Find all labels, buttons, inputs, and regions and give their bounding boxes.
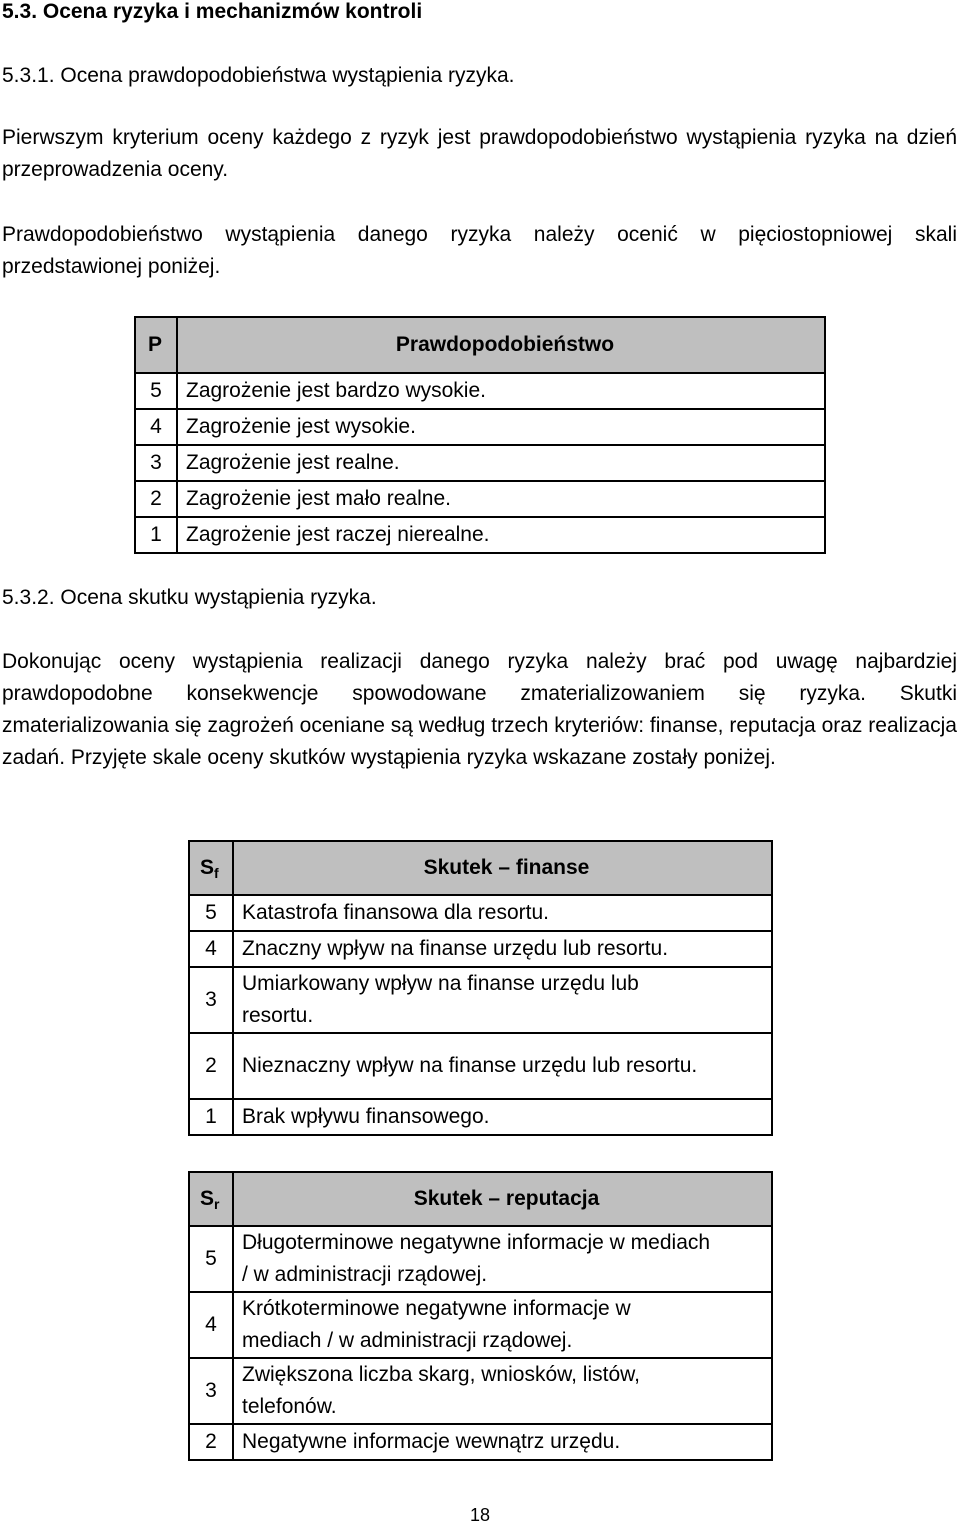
table-row xyxy=(189,1292,772,1358)
row-value: 4 xyxy=(135,409,177,445)
row-label-text: Umiarkowany wpływ na finanse urzędu lub resortu. xyxy=(242,972,639,1027)
row-value: 4 xyxy=(189,931,233,967)
row-label xyxy=(233,967,772,1033)
table-row xyxy=(135,517,825,553)
page-number: 18 xyxy=(469,1505,491,1525)
row-label: Zagrożenie jest wysokie. xyxy=(177,409,825,445)
table-row xyxy=(189,1358,772,1424)
reputation-impact-table xyxy=(188,1171,773,1461)
row-label: Negatywne informacje wewnątrz urzędu. xyxy=(233,1424,772,1460)
subsection-title-probability: 5.3.1. Ocena prawdopodobieństwa wystąpienia ryzyka. xyxy=(2,64,515,87)
row-label: Zagrożenie jest bardzo wysokie. xyxy=(177,373,825,409)
row-value: 2 xyxy=(135,481,177,517)
row-label: Brak wpływu finansowego. xyxy=(233,1099,772,1135)
row-value: 5 xyxy=(189,1226,233,1292)
row-label xyxy=(233,1226,772,1292)
paragraph-scale: Prawdopodobieństwo wystąpienia danego ryzyka należy ocenić w pięciostopniowej skali przedstawionej poniżej. xyxy=(2,223,957,278)
section-title: 5.3. Ocena ryzyka i mechanizmów kontroli xyxy=(2,0,423,23)
table-row xyxy=(135,409,825,445)
row-label-text: Zwiększona liczba skarg, wniosków, listów, telefonów. xyxy=(242,1363,640,1418)
table-row xyxy=(189,1099,772,1135)
row-value: 3 xyxy=(189,967,233,1033)
header-title: Skutek – reputacja xyxy=(233,1172,772,1226)
row-value: 1 xyxy=(189,1099,233,1135)
probability-table xyxy=(134,316,826,554)
table-row xyxy=(189,931,772,967)
header-symbol-letter: S xyxy=(200,855,215,879)
paragraph-criterion: Pierwszym kryterium oceny każdego z ryzyk jest prawdopodobieństwo wystąpienia ryzyka na dzień przeprowadzenia oceny. xyxy=(2,126,957,181)
row-label xyxy=(233,1292,772,1358)
table-row xyxy=(135,373,825,409)
row-label: Zagrożenie jest mało realne. xyxy=(177,481,825,517)
row-value: 2 xyxy=(189,1424,233,1460)
row-label xyxy=(233,1033,772,1099)
subsection-title-impact: 5.3.2. Ocena skutku wystąpienia ryzyka. xyxy=(2,586,377,609)
table-header-row xyxy=(189,841,772,895)
row-label: Zagrożenie jest raczej nierealne. xyxy=(177,517,825,553)
row-label: Katastrofa finansowa dla resortu. xyxy=(233,895,772,931)
row-label-text: Długoterminowe negatywne informacje w mediach / w administracji rządowej. xyxy=(242,1231,711,1286)
paragraph-impact: Dokonując oceny wystąpienia realizacji danego ryzyka należy brać pod uwagę najbardziej prawdopodobne konsekwencje spowodowane zmaterializowaniem się ryzyka. Skutki zmaterializowania się zagrożeń oceniane są według trzech kryteriów: finanse, reputacja oraz realizacja zadań. Przyjęte skale oceny skutków wystąpienia ryzyka wskazane zostały poniżej. xyxy=(2,650,957,769)
row-value: 4 xyxy=(189,1292,233,1358)
header-title: Skutek – finanse xyxy=(233,841,772,895)
table-row xyxy=(189,1033,772,1099)
row-value: 1 xyxy=(135,517,177,553)
header-symbol: P xyxy=(135,317,177,373)
table-header-row xyxy=(189,1172,772,1226)
row-label-text: Nieznaczny wpływ na finanse urzędu lub resortu. xyxy=(242,1054,698,1077)
row-label xyxy=(233,1358,772,1424)
row-value: 3 xyxy=(135,445,177,481)
table-row xyxy=(189,895,772,931)
row-value: 2 xyxy=(189,1033,233,1099)
table-row xyxy=(135,445,825,481)
row-value: 3 xyxy=(189,1358,233,1424)
header-symbol xyxy=(189,1172,233,1226)
header-symbol-letter: S xyxy=(200,1186,215,1210)
row-label-text: Krótkoterminowe negatywne informacje w mediach / w administracji rządowej. xyxy=(242,1297,631,1352)
header-symbol-subscript: f xyxy=(214,864,219,881)
table-row xyxy=(135,481,825,517)
row-label: Znaczny wpływ na finanse urzędu lub resortu. xyxy=(233,931,772,967)
finance-impact-table xyxy=(188,840,773,1136)
row-label: Zagrożenie jest realne. xyxy=(177,445,825,481)
table-row xyxy=(189,1424,772,1460)
header-symbol xyxy=(189,841,233,895)
row-value: 5 xyxy=(189,895,233,931)
table-row xyxy=(189,1226,772,1292)
header-title: Prawdopodobieństwo xyxy=(177,317,825,373)
table-header-row xyxy=(135,317,825,373)
header-symbol-subscript: r xyxy=(214,1195,220,1212)
table-row xyxy=(189,967,772,1033)
row-value: 5 xyxy=(135,373,177,409)
